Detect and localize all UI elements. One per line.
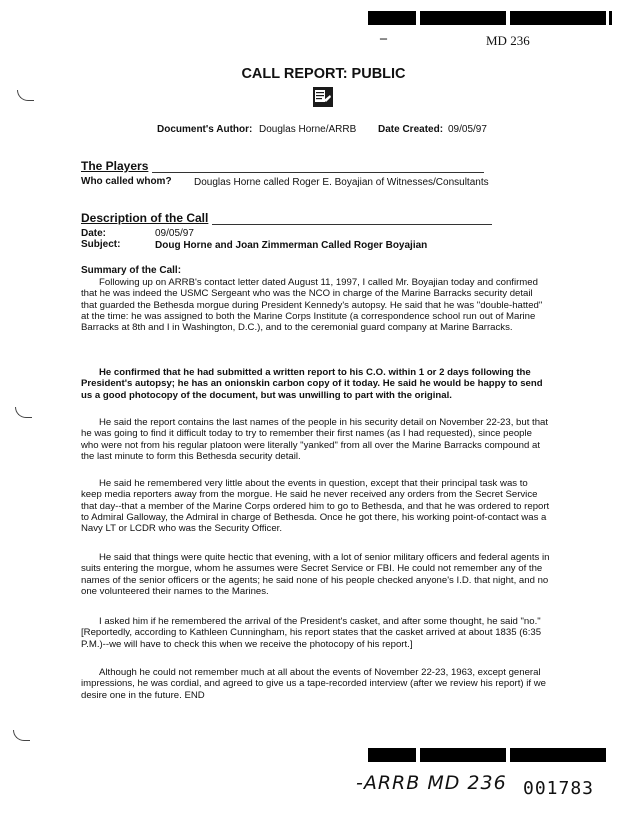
summary-paragraph-2: He confirmed that he had submitted a written report to his C.O. within 1 or 2 days following the President's autopsy; he has an onionskin carbon copy of it today. He said he would be happy to send us a good photocopy of the document, but was unwilling to part with the original.: [81, 367, 543, 401]
document-icon: [313, 87, 333, 107]
who-called-value: Douglas Horne called Roger E. Boyajian of Witnesses/Consultants: [194, 177, 489, 188]
author-label: Document's Author:: [157, 124, 253, 135]
who-called-label: Who called whom?: [81, 176, 172, 187]
players-heading: The Players: [81, 159, 149, 173]
margin-hole-mark-3: [13, 730, 30, 741]
summary-paragraph-7: Although he could not remember much at all about the events of November 22-23, 1963, except general impressions, he was cordial, and agreed to give us a tape-recorded interview (after we review his report) if we desire one in the future. END: [81, 667, 546, 701]
author-value: Douglas Horne/ARRB: [259, 124, 357, 135]
desc-date-value: 09/05/97: [155, 228, 194, 239]
margin-hole-mark-2: [15, 407, 32, 418]
date-created-value: 09/05/97: [448, 124, 487, 135]
redaction-bar-bottom-3: [510, 748, 606, 762]
summary-heading: Summary of the Call:: [81, 265, 182, 276]
desc-date-label: Date:: [81, 228, 107, 239]
redaction-bar-bottom-1: [368, 748, 416, 762]
summary-paragraph-6: I asked him if he remembered the arrival of the President's casket, and after some thought, he said "no." [Reportedly, according to Kathleen Cunningham, his report states that the casket arrived at about 1835 (6:35 P.M.)--we will have to check this when we receive the photocopy of his report.]: [81, 616, 542, 650]
margin-hole-mark-1: [17, 90, 34, 101]
redaction-bar-top-3: [510, 11, 606, 25]
redaction-bar-top-2: [420, 11, 506, 25]
header-dash: –: [380, 31, 387, 46]
description-rule: [212, 224, 492, 225]
summary-paragraph-4: He said he remembered very little about the events in question, except that their principal task was to keep media reporters away from the morgue. He said he never received any orders from the Secret Service that day--that a member of the Marine Corps ordered him to go to Bethesda, and that he was ordered to report to Admiral Galloway, the Admiral in charge of Bethesda. Once he got there, his working point-of-contact was a Navy LT or LCDR who was the Security Officer.: [81, 478, 550, 535]
page-id: MD 236: [486, 33, 530, 48]
handwritten-label: -ARRB MD 236: [356, 772, 507, 794]
summary-paragraph-3: He said the report contains the last names of the people in his security detail on November 22-23, but that he was going to find it difficult today to try to remember their first names (as I had requested), since people who were not from his regular platoon were literally "yanked" from all over the Marine Barracks compound at the last minute to form this Bethesda security detail.: [81, 417, 549, 462]
summary-paragraph-1: Following up on ARRB's contact letter dated August 11, 1997, I called Mr. Boyajian today and confirmed that he was indeed the USMC Sergeant who was the NCO in charge of the Marine Barracks security detail that guarded the Bethesda morgue during President Kennedy's autopsy. He said that he was "double-hatted" at the time: he was assigned to both the Marine Corps Institute (a correspondence school run out of Marine Barracks at 8th and I in Washington, D.C.), and to the ceremonial guard company at Marine Barracks.: [81, 277, 543, 334]
redaction-bar-bottom-2: [420, 748, 506, 762]
top-right-mark: [609, 11, 612, 25]
redaction-bar-top-1: [368, 11, 416, 25]
players-rule: [152, 172, 484, 173]
stamp-number: 001783: [523, 778, 595, 799]
page-title: CALL REPORT: PUBLIC: [241, 66, 406, 82]
subject-value: Doug Horne and Joan Zimmerman Called Roger Boyajian: [155, 240, 428, 251]
summary-paragraph-5: He said that things were quite hectic that evening, with a lot of senior military officers and federal agents in suits entering the morgue, whom he assumes were Secret Service or FBI. He could not remember any of the names of the senior officers or the agents; he said none of his people checked anyone's I.D. that night, and no one volunteered their names to the Marines.: [81, 552, 550, 597]
date-created-label: Date Created:: [378, 124, 444, 135]
subject-label: Subject:: [81, 239, 121, 250]
description-heading: Description of the Call: [81, 211, 209, 225]
